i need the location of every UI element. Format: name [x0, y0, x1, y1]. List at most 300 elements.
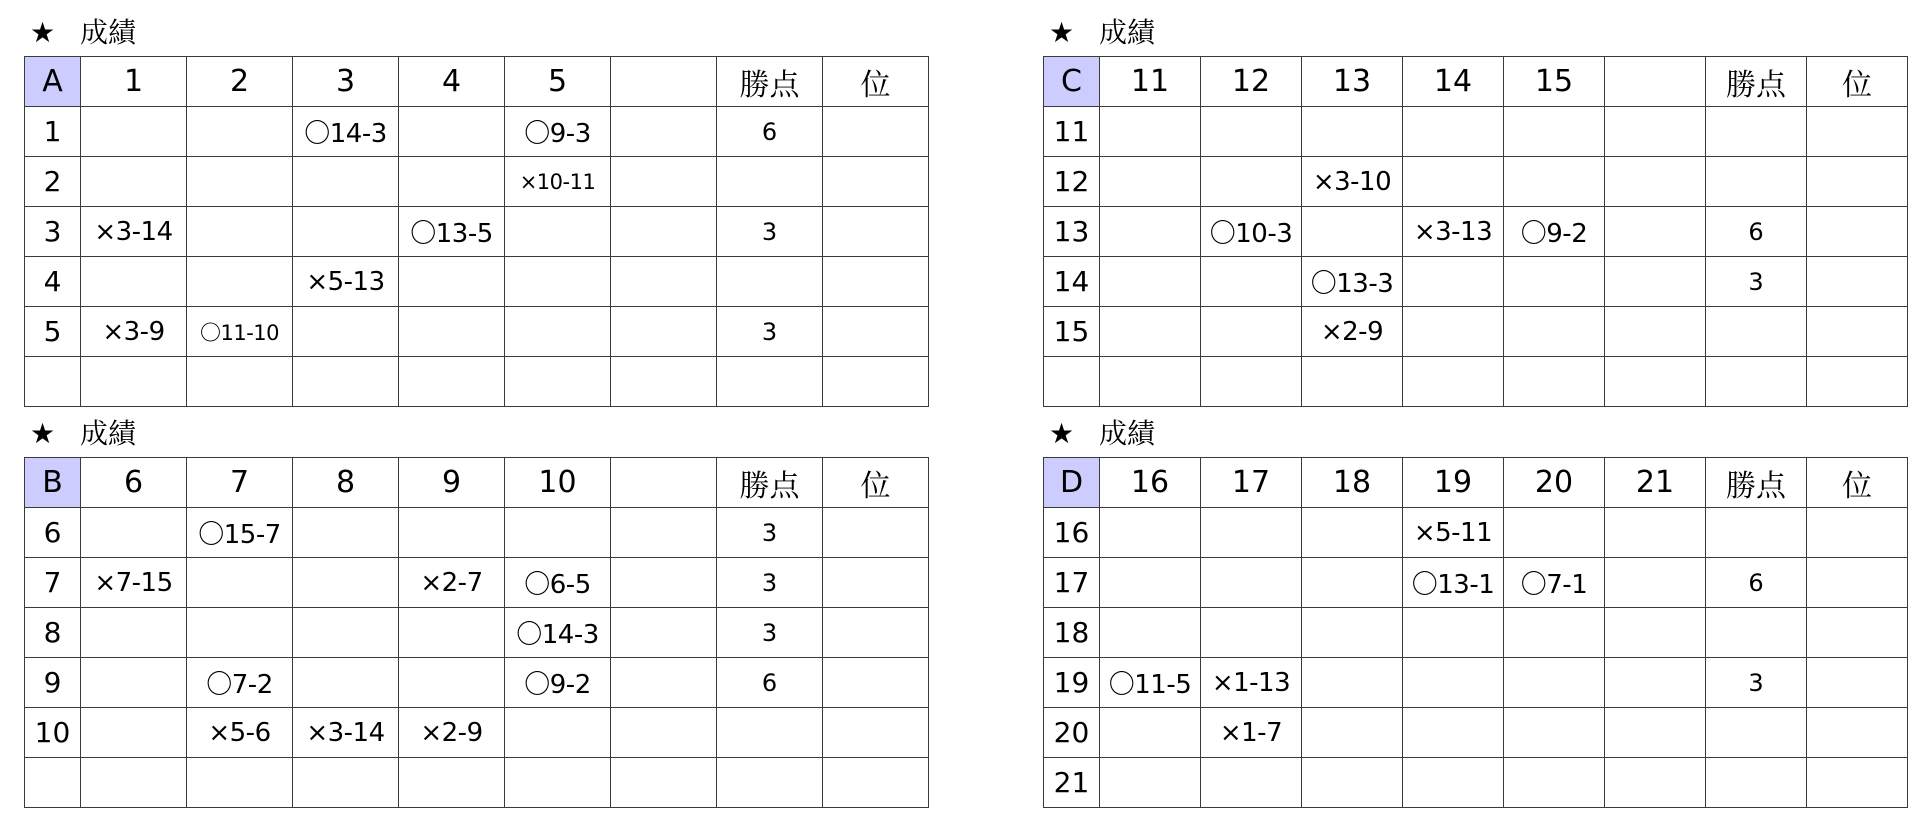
- header-row: [25, 458, 929, 508]
- result-cell: [293, 608, 399, 658]
- result-cell: [1302, 508, 1403, 558]
- result-cell: 〇13-1: [1403, 558, 1504, 608]
- points-header: 勝点: [717, 57, 823, 107]
- rank-header: 位: [823, 458, 929, 508]
- result-cell: [611, 257, 717, 307]
- result-cell: [1302, 708, 1403, 758]
- result-cell: [1403, 257, 1504, 307]
- result-cell: [1201, 357, 1302, 407]
- result-cell: ×1-7: [1201, 708, 1302, 758]
- result-cell: 〇6-5: [505, 558, 611, 608]
- row-header: 10: [25, 708, 81, 758]
- results-table-a: [24, 56, 929, 407]
- star-icon: ★: [30, 16, 56, 49]
- result-cell: [187, 357, 293, 407]
- result-cell: [399, 758, 505, 808]
- results-table-c: [1043, 56, 1908, 407]
- result-cell: [611, 608, 717, 658]
- result-cell: ×3-9: [81, 307, 187, 357]
- column-header: 10: [505, 458, 611, 508]
- result-cell: 〇9-2: [505, 658, 611, 708]
- result-cell: [611, 107, 717, 157]
- rank-cell: [823, 357, 929, 407]
- rank-cell: [1807, 708, 1908, 758]
- points-cell: [1706, 307, 1807, 357]
- result-cell: [187, 608, 293, 658]
- result-cell: [611, 207, 717, 257]
- row-header: 8: [25, 608, 81, 658]
- result-cell: [1201, 257, 1302, 307]
- rank-cell: [823, 758, 929, 808]
- star-icon: ★: [1049, 417, 1075, 450]
- row-header: 9: [25, 658, 81, 708]
- result-cell: [293, 357, 399, 407]
- points-cell: [717, 708, 823, 758]
- result-cell: [399, 658, 505, 708]
- result-cell: [293, 157, 399, 207]
- column-header: 5: [505, 57, 611, 107]
- rank-cell: [823, 708, 929, 758]
- result-cell: [1403, 307, 1504, 357]
- result-cell: 〇9-2: [1504, 207, 1605, 257]
- points-cell: 3: [1706, 658, 1807, 708]
- points-cell: [717, 357, 823, 407]
- result-cell: [293, 307, 399, 357]
- result-cell: [611, 558, 717, 608]
- row-header: 20: [1044, 708, 1100, 758]
- result-cell: [1605, 658, 1706, 708]
- column-header: 21: [1605, 458, 1706, 508]
- result-cell: [1605, 307, 1706, 357]
- rank-cell: [823, 508, 929, 558]
- result-cell: [1100, 107, 1201, 157]
- rank-header: 位: [823, 57, 929, 107]
- result-cell: [187, 107, 293, 157]
- result-cell: [1201, 758, 1302, 808]
- result-cell: [505, 207, 611, 257]
- result-cell: [611, 157, 717, 207]
- column-header: 2: [187, 57, 293, 107]
- row-header: 7: [25, 558, 81, 608]
- rank-cell: [823, 558, 929, 608]
- result-cell: [1605, 558, 1706, 608]
- result-cell: [81, 357, 187, 407]
- row-header: 2: [25, 157, 81, 207]
- row-header: 5: [25, 307, 81, 357]
- rank-cell: [823, 307, 929, 357]
- section-heading: [1043, 411, 1908, 457]
- table-row: [25, 708, 929, 758]
- points-cell: 3: [1706, 257, 1807, 307]
- table-row: [25, 207, 929, 257]
- result-cell: [1605, 608, 1706, 658]
- star-icon: ★: [1049, 16, 1075, 49]
- result-cell: [1504, 658, 1605, 708]
- section-heading-label: 成績: [1099, 16, 1156, 49]
- table-row: [1044, 107, 1908, 157]
- result-cell: [1504, 107, 1605, 157]
- result-cell: [1100, 558, 1201, 608]
- points-cell: 3: [717, 508, 823, 558]
- rank-cell: [1807, 357, 1908, 407]
- points-cell: [1706, 508, 1807, 558]
- result-cell: 〇11-10: [187, 307, 293, 357]
- result-cell: ×3-14: [81, 207, 187, 257]
- result-cell: [1302, 107, 1403, 157]
- row-header: 18: [1044, 608, 1100, 658]
- result-cell: [1504, 257, 1605, 307]
- table-row: [1044, 558, 1908, 608]
- star-icon: ★: [30, 417, 56, 450]
- result-cell: [1302, 357, 1403, 407]
- result-cell: [399, 357, 505, 407]
- column-header: 13: [1302, 57, 1403, 107]
- result-cell: [81, 758, 187, 808]
- result-cell: [399, 107, 505, 157]
- points-cell: 6: [1706, 207, 1807, 257]
- result-cell: [81, 508, 187, 558]
- result-cell: [1504, 608, 1605, 658]
- rank-cell: [1807, 608, 1908, 658]
- result-cell: [611, 307, 717, 357]
- rank-cell: [823, 608, 929, 658]
- table-row: [25, 758, 929, 808]
- result-cell: 〇10-3: [1201, 207, 1302, 257]
- results-block-a: [24, 10, 929, 407]
- result-cell: [187, 558, 293, 608]
- result-cell: [1605, 758, 1706, 808]
- column-header: 7: [187, 458, 293, 508]
- table-row: [25, 608, 929, 658]
- rank-cell: [1807, 257, 1908, 307]
- column-header: 19: [1403, 458, 1504, 508]
- result-cell: [1100, 157, 1201, 207]
- result-cell: [1504, 357, 1605, 407]
- result-cell: [1605, 257, 1706, 307]
- result-cell: [1100, 357, 1201, 407]
- result-cell: [611, 708, 717, 758]
- section-heading-label: 成績: [80, 16, 137, 49]
- result-cell: [1605, 357, 1706, 407]
- table-row: [25, 357, 929, 407]
- result-cell: ×5-13: [293, 257, 399, 307]
- points-cell: [1706, 608, 1807, 658]
- result-cell: [399, 608, 505, 658]
- result-cell: [1302, 558, 1403, 608]
- result-cell: [1100, 758, 1201, 808]
- result-cell: [505, 508, 611, 558]
- table-row: [1044, 708, 1908, 758]
- result-cell: [187, 207, 293, 257]
- result-cell: 〇13-5: [399, 207, 505, 257]
- result-cell: [187, 157, 293, 207]
- result-cell: ×5-11: [1403, 508, 1504, 558]
- rank-cell: [1807, 758, 1908, 808]
- result-cell: [1201, 558, 1302, 608]
- result-cell: [293, 207, 399, 257]
- result-cell: [1201, 157, 1302, 207]
- rank-cell: [823, 157, 929, 207]
- points-cell: [717, 157, 823, 207]
- result-cell: [293, 508, 399, 558]
- result-cell: [1302, 608, 1403, 658]
- points-cell: 3: [717, 307, 823, 357]
- result-cell: [611, 758, 717, 808]
- result-cell: [81, 708, 187, 758]
- result-cell: [505, 357, 611, 407]
- group-label: C: [1044, 57, 1100, 107]
- row-header: 6: [25, 508, 81, 558]
- result-cell: [611, 357, 717, 407]
- points-header: 勝点: [1706, 57, 1807, 107]
- result-cell: [399, 157, 505, 207]
- points-header: 勝点: [1706, 458, 1807, 508]
- results-block-b: [24, 411, 929, 808]
- result-cell: 〇11-5: [1100, 658, 1201, 708]
- section-heading-label: 成績: [80, 417, 137, 450]
- row-header: [25, 357, 81, 407]
- column-header: 9: [399, 458, 505, 508]
- results-block-d: [1043, 411, 1908, 808]
- result-cell: [1605, 708, 1706, 758]
- result-cell: [1403, 758, 1504, 808]
- table-row: [1044, 207, 1908, 257]
- row-header: [25, 758, 81, 808]
- points-header: 勝点: [717, 458, 823, 508]
- result-cell: ×2-9: [399, 708, 505, 758]
- column-header: 16: [1100, 458, 1201, 508]
- result-cell: [399, 508, 505, 558]
- column-header: 14: [1403, 57, 1504, 107]
- table-row: [1044, 758, 1908, 808]
- result-cell: [1605, 107, 1706, 157]
- column-header: 15: [1504, 57, 1605, 107]
- result-cell: [293, 758, 399, 808]
- result-cell: [1504, 508, 1605, 558]
- result-cell: [1504, 157, 1605, 207]
- result-cell: ×2-9: [1302, 307, 1403, 357]
- result-cell: [1302, 207, 1403, 257]
- result-cell: [505, 257, 611, 307]
- column-header: [1605, 57, 1706, 107]
- row-header: 12: [1044, 157, 1100, 207]
- points-cell: [1706, 107, 1807, 157]
- result-cell: ×2-7: [399, 558, 505, 608]
- result-cell: [293, 558, 399, 608]
- row-header: 19: [1044, 658, 1100, 708]
- result-cell: [187, 257, 293, 307]
- result-cell: [1201, 508, 1302, 558]
- result-cell: ×1-13: [1201, 658, 1302, 708]
- points-cell: [717, 257, 823, 307]
- rank-header: 位: [1807, 458, 1908, 508]
- result-cell: [1302, 758, 1403, 808]
- row-header: 15: [1044, 307, 1100, 357]
- row-header: 3: [25, 207, 81, 257]
- result-cell: [1403, 357, 1504, 407]
- table-row: [25, 107, 929, 157]
- rank-cell: [823, 107, 929, 157]
- result-cell: [1100, 508, 1201, 558]
- rank-cell: [1807, 307, 1908, 357]
- result-cell: ×3-14: [293, 708, 399, 758]
- row-header: 21: [1044, 758, 1100, 808]
- result-cell: ×7-15: [81, 558, 187, 608]
- points-cell: 6: [717, 107, 823, 157]
- rank-cell: [1807, 508, 1908, 558]
- points-cell: 3: [717, 207, 823, 257]
- result-cell: [399, 257, 505, 307]
- table-row: [1044, 307, 1908, 357]
- result-cell: 〇9-3: [505, 107, 611, 157]
- result-cell: [1302, 658, 1403, 708]
- column-header: 12: [1201, 57, 1302, 107]
- section-heading: [24, 10, 929, 56]
- rank-header: 位: [1807, 57, 1908, 107]
- result-cell: ×3-10: [1302, 157, 1403, 207]
- result-cell: 〇14-3: [505, 608, 611, 658]
- table-row: [1044, 157, 1908, 207]
- row-header: 14: [1044, 257, 1100, 307]
- results-table-b: [24, 457, 929, 808]
- result-cell: ×5-6: [187, 708, 293, 758]
- points-cell: [717, 758, 823, 808]
- rank-cell: [823, 257, 929, 307]
- points-cell: 3: [717, 608, 823, 658]
- group-label: A: [25, 57, 81, 107]
- result-cell: [81, 107, 187, 157]
- column-header: 20: [1504, 458, 1605, 508]
- section-heading-label: 成績: [1099, 417, 1156, 450]
- result-cell: [81, 608, 187, 658]
- result-cell: [1403, 157, 1504, 207]
- results-block-c: [1043, 10, 1908, 407]
- result-cell: [505, 758, 611, 808]
- column-header: 8: [293, 458, 399, 508]
- result-cell: [505, 307, 611, 357]
- result-cell: ×10-11: [505, 157, 611, 207]
- result-cell: 〇7-2: [187, 658, 293, 708]
- column-header: 17: [1201, 458, 1302, 508]
- result-cell: [505, 708, 611, 758]
- table-row: [1044, 658, 1908, 708]
- points-cell: [1706, 708, 1807, 758]
- result-cell: 〇14-3: [293, 107, 399, 157]
- table-row: [1044, 508, 1908, 558]
- result-cell: [1100, 257, 1201, 307]
- header-row: [25, 57, 929, 107]
- rank-cell: [1807, 558, 1908, 608]
- rank-cell: [1807, 207, 1908, 257]
- result-cell: [1201, 307, 1302, 357]
- result-cell: 〇15-7: [187, 508, 293, 558]
- result-cell: [611, 508, 717, 558]
- table-row: [25, 157, 929, 207]
- results-table-d: [1043, 457, 1908, 808]
- section-heading: [1043, 10, 1908, 56]
- result-cell: [1403, 658, 1504, 708]
- result-cell: [81, 257, 187, 307]
- table-row: [25, 508, 929, 558]
- points-cell: 6: [1706, 558, 1807, 608]
- column-header: 6: [81, 458, 187, 508]
- result-cell: [1504, 708, 1605, 758]
- result-cell: [1605, 207, 1706, 257]
- result-cell: [1100, 608, 1201, 658]
- result-cell: [293, 658, 399, 708]
- result-cell: 〇7-1: [1504, 558, 1605, 608]
- group-label: D: [1044, 458, 1100, 508]
- row-header: 1: [25, 107, 81, 157]
- result-cell: [1201, 107, 1302, 157]
- row-header: 13: [1044, 207, 1100, 257]
- points-cell: [1706, 357, 1807, 407]
- points-cell: 3: [717, 558, 823, 608]
- points-cell: [1706, 758, 1807, 808]
- header-row: [1044, 458, 1908, 508]
- column-header: 11: [1100, 57, 1201, 107]
- header-row: [1044, 57, 1908, 107]
- result-cell: ×3-13: [1403, 207, 1504, 257]
- result-cell: [1504, 758, 1605, 808]
- result-cell: [1504, 307, 1605, 357]
- section-heading: [24, 411, 929, 457]
- column-header: 1: [81, 57, 187, 107]
- table-row: [1044, 257, 1908, 307]
- row-header: 17: [1044, 558, 1100, 608]
- column-header: 4: [399, 57, 505, 107]
- result-cell: [81, 157, 187, 207]
- points-cell: 6: [717, 658, 823, 708]
- group-label: B: [25, 458, 81, 508]
- result-cell: [1201, 608, 1302, 658]
- result-cell: [187, 758, 293, 808]
- column-header: [611, 57, 717, 107]
- result-cell: 〇13-3: [1302, 257, 1403, 307]
- result-cell: [1100, 207, 1201, 257]
- table-row: [25, 658, 929, 708]
- column-header: 3: [293, 57, 399, 107]
- result-cell: [1100, 708, 1201, 758]
- result-cell: [1605, 508, 1706, 558]
- rank-cell: [1807, 658, 1908, 708]
- row-header: [1044, 357, 1100, 407]
- result-cell: [611, 658, 717, 708]
- rank-cell: [1807, 157, 1908, 207]
- table-row: [25, 257, 929, 307]
- result-cell: [1403, 708, 1504, 758]
- row-header: 16: [1044, 508, 1100, 558]
- result-cell: [1403, 608, 1504, 658]
- table-row: [1044, 608, 1908, 658]
- table-row: [1044, 357, 1908, 407]
- result-cell: [399, 307, 505, 357]
- table-row: [25, 307, 929, 357]
- row-header: 11: [1044, 107, 1100, 157]
- result-cell: [1100, 307, 1201, 357]
- rank-cell: [1807, 107, 1908, 157]
- rank-cell: [823, 207, 929, 257]
- table-row: [25, 558, 929, 608]
- result-cell: [81, 658, 187, 708]
- column-header: [611, 458, 717, 508]
- result-cell: [1605, 157, 1706, 207]
- rank-cell: [823, 658, 929, 708]
- column-header: 18: [1302, 458, 1403, 508]
- result-cell: [1403, 107, 1504, 157]
- points-cell: [1706, 157, 1807, 207]
- row-header: 4: [25, 257, 81, 307]
